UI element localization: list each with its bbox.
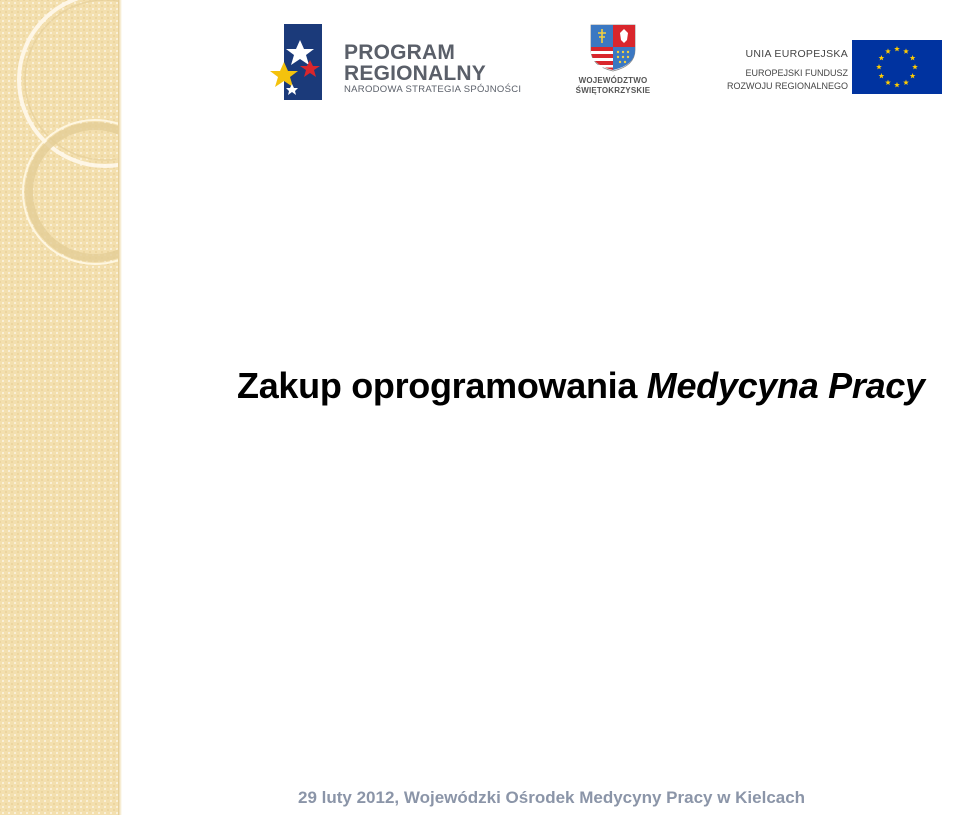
region-logo-label (570, 76, 656, 96)
region-logo-line2: ŚWIĘTOKRZYSKIE (575, 86, 651, 95)
footer-text: 29 luty 2012, Wojewódzki Ośrodek Medycyny Pracy w Kielcach (298, 788, 806, 807)
slide-title-plain: Zakup oprogramowania (237, 365, 647, 406)
decorative-sidebar (0, 0, 120, 815)
eu-flag-icon (852, 40, 942, 94)
header-logos (0, 0, 960, 110)
eu-logo-line3: ROZWOJU REGIONALNEGO (726, 81, 848, 91)
program-logo-title-line2: REGIONALNY (344, 62, 487, 85)
eu-logo-line1: UNIA EUROPEJSKA (745, 48, 848, 60)
sidebar-rings (0, 0, 120, 815)
slide-title-italic: Medycyna Pracy (646, 365, 925, 406)
eu-logo-text (720, 48, 848, 93)
eu-logo-line2: EUROPEJSKI FUNDUSZ (745, 68, 848, 78)
sidebar-divider (118, 0, 122, 815)
program-logo-title-line1: PROGRAM (344, 41, 456, 64)
region-logo-line1: WOJEWÓDZTWO (578, 76, 648, 85)
slide-title (237, 365, 925, 407)
program-regionalny-logo-icon (270, 22, 324, 102)
program-logo-subtitle: NARODOWA STRATEGIA SPÓJNOŚCI (344, 84, 522, 95)
region-crest-icon (590, 24, 636, 72)
program-logo-title (344, 42, 486, 84)
